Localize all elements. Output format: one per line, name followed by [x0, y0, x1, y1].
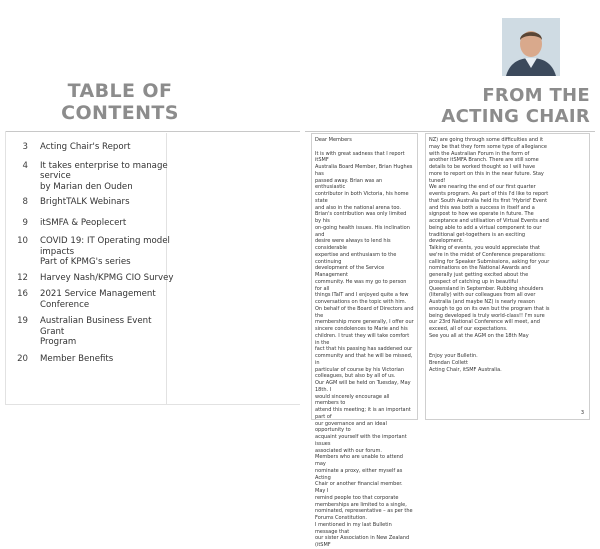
- letter-line: contributor in both Victoria, his home state: [315, 191, 409, 204]
- letter-line: and this was both a success in itself and a: [429, 204, 535, 211]
- toc-item-title: [40, 289, 174, 310]
- toc-page-number: 20: [17, 353, 28, 364]
- toc-item-line: COVID 19: IT Operating model: [40, 236, 170, 246]
- letter-line: (literally) with our colleagues from all over: [429, 292, 536, 299]
- letter-line: would sincerely encourage all members to: [315, 393, 390, 407]
- letter-line: Dear Members: [315, 137, 352, 143]
- letter-line: Chair or another financial member. May I: [315, 481, 403, 494]
- letter-line: associated with our forum.: [315, 447, 382, 454]
- toc-page-number: 4: [22, 160, 28, 171]
- toc-page-number: 12: [17, 272, 28, 283]
- letter-line: Australia Board Member, Brian Hughes has: [315, 164, 413, 177]
- letter-line: community and that he will be missed, in: [315, 353, 413, 366]
- letter-line: events program. As part of this I'd like to report: [429, 191, 549, 197]
- letter-line: being able to add a virtual component to our: [429, 224, 542, 231]
- toc-item[interactable]: [14, 142, 174, 153]
- letter-line: nominations on the National Awards and: [429, 265, 531, 272]
- toc-page-number: 3: [22, 142, 28, 152]
- toc-item-title: [40, 197, 174, 208]
- toc-item-title: [40, 218, 174, 229]
- letter-line: traditional get-togethers is an exciting: [429, 231, 526, 238]
- letter-line: NZ) are going through some difficulties and it: [429, 137, 544, 143]
- letter-line: prospect of catching up in beautiful: [429, 278, 518, 285]
- letter-line: passed away. Brian was an enthusiastic: [315, 177, 383, 191]
- letter-line: things ITaIT and I enjoyed quite a few: [315, 292, 409, 299]
- letter-line: memberships are limited to a single,: [315, 501, 407, 508]
- portrait-icon: [502, 18, 560, 76]
- toc-page-number: 19: [17, 316, 28, 326]
- letter-line: I mentioned in my last Bulletin message that: [315, 521, 392, 535]
- letter-line: Talking of events, you would appreciate that: [429, 245, 540, 251]
- letter-line: membership more generally, I offer our: [315, 319, 414, 326]
- toc-item-line: Member Benefits: [40, 353, 114, 364]
- letter-line: our governance and an ideal opportunity to: [315, 420, 387, 434]
- chair-title-line1: FROM THE: [482, 85, 590, 106]
- toc-title-line1: TABLE OF: [67, 80, 173, 102]
- letter-line: calling for Speaker Submissions, asking for your: [429, 258, 550, 265]
- toc-item[interactable]: [14, 161, 174, 193]
- letter-line: may be that they form some type of allegiance: [429, 143, 547, 150]
- letter-line: our 23rd National Conference will meet, and: [429, 319, 540, 326]
- letter-line: expertise and enthusiasm to the continuing: [315, 251, 397, 265]
- letter-line: Acting Chair, itSMF Australia.: [429, 366, 502, 373]
- toc-item[interactable]: [14, 354, 174, 365]
- toc-item[interactable]: [14, 197, 174, 208]
- letter-line: We are nearing the end of our first quarter: [429, 184, 536, 191]
- letter-line: Members who are unable to attend may: [315, 454, 403, 467]
- chair-title-line2: ACTING CHAIR: [441, 106, 590, 127]
- letter-line: attend this meeting; it is an important part of: [315, 407, 411, 420]
- letter-line: remind people too that corporate: [315, 494, 399, 501]
- toc-page-number: 8: [22, 197, 28, 207]
- toc-item-line: BrightTALK Webinars: [40, 197, 130, 207]
- toc-page-number: 10: [17, 236, 28, 246]
- letter-line: Brendan Collett: [429, 359, 468, 366]
- letter-line: development.: [429, 238, 464, 245]
- toc-item-line: itSMFA & Peoplecert: [40, 217, 127, 228]
- letter-line: desire were always to lend his considerable: [315, 238, 391, 251]
- letter-line: acquaint yourself with the important issues: [315, 434, 407, 447]
- letter-line: details to be worked thought so I will have: [429, 164, 536, 170]
- letter-line: nominate a proxy, either myself as Acting: [315, 467, 403, 481]
- letter-line: Queensland in September. Rubbing shoulders: [429, 285, 544, 292]
- letter-line: being developed is truly world-class!! I'm sure: [429, 312, 545, 319]
- letter-line: fact that his passing has saddened our: [315, 346, 413, 353]
- toc-page-number: 16: [17, 289, 28, 299]
- letter-line: [429, 340, 586, 347]
- toc-item[interactable]: [14, 236, 174, 268]
- toc-page-number: 9: [22, 217, 28, 228]
- toc-frame-bottom: [5, 404, 300, 405]
- letter-line: signpost to how we operate in future. The: [429, 211, 534, 218]
- letter-column-1: [311, 133, 418, 548]
- letter-line: generally just getting excited about the: [429, 272, 529, 278]
- toc-divider: [5, 131, 300, 132]
- toc-item-title: [40, 161, 174, 193]
- letter-line: community. He was my go to person for all: [315, 278, 407, 292]
- toc-item-title: [40, 142, 174, 153]
- letter-line: nominated, representative – as per the: [315, 508, 413, 515]
- letter-line: [315, 144, 414, 151]
- letter-line: that South Australia held its first 'Hybrid' Event: [429, 197, 548, 204]
- letter-line: Forums Constitution.: [315, 515, 368, 521]
- letter-line: on-going health issues. His inclination and: [315, 224, 410, 238]
- toc-item-line: Australian Business Event Grant: [40, 316, 152, 337]
- letter-line: conversations on the topic with him.: [315, 299, 407, 305]
- letter-line: sincere condolences to Marie and his: [315, 326, 408, 332]
- toc-item-line: Part of KPMG's series: [40, 257, 131, 267]
- toc-item-line: 2021 Service Management: [40, 289, 156, 299]
- letter-line: Our AGM will be held on Tuesday, May 18th. I: [315, 380, 411, 393]
- page-number: 3: [580, 410, 584, 416]
- letter-line: and also in the national arena too.: [315, 204, 401, 211]
- letter-line: with the Australian Forum in the form of: [429, 150, 530, 157]
- toc-item-title: [40, 273, 174, 284]
- toc-item-line: Program: [40, 337, 77, 347]
- toc-item[interactable]: [14, 289, 174, 310]
- letter-line: tuned!: [429, 177, 446, 184]
- chair-portrait: [502, 18, 560, 76]
- toc-title-line2: CONTENTS: [61, 102, 179, 124]
- letter-line: we're in the midst of Conference preparations:: [429, 251, 546, 258]
- letter-line: particular of course by his Victorian: [315, 366, 404, 373]
- toc-item-title: [40, 236, 174, 268]
- letter-line: another itSMFA Branch. There are still some: [429, 157, 539, 164]
- letter-line: On behalf of the Board of Directors and the: [315, 305, 414, 319]
- chair-divider: [305, 131, 595, 132]
- toc-title: [40, 80, 200, 124]
- toc-item-line: Harvey Nash/KPMG CIO Survey: [40, 272, 174, 283]
- toc-item-line: Conference: [40, 299, 90, 310]
- letter-line: See you all at the AGM on the 18th May: [429, 332, 529, 339]
- letter-line: colleagues, but also by all of us.: [315, 373, 396, 380]
- letter-line: [429, 346, 586, 353]
- chair-title: [440, 85, 590, 127]
- letter-line: development of the Service Management: [315, 265, 385, 278]
- toc-item[interactable]: [14, 218, 174, 229]
- letter-line: Australia (and maybe NZ) is nearly reason: [429, 299, 535, 305]
- letter-line: acceptance and utilisation of Virtual Events and: [429, 218, 549, 224]
- letter-line: It is with great sadness that I report itSMF: [315, 150, 405, 164]
- letter-column-2: [425, 133, 590, 420]
- toc-item-title: [40, 316, 174, 348]
- toc-item-line: by Marian den Ouden: [40, 181, 133, 192]
- letter-line: Brian's contribution was only limited by his: [315, 211, 407, 224]
- letter-line: exceed, all of our expectations.: [429, 326, 508, 332]
- toc-item-line: Acting Chair's Report: [40, 142, 131, 152]
- toc-item-line: service: [40, 171, 71, 181]
- toc-item-line: It takes enterprise to manage: [40, 160, 168, 171]
- toc-item[interactable]: [14, 273, 174, 284]
- letter-line: Enjoy your Bulletin.: [429, 353, 478, 359]
- toc-item-title: [40, 354, 174, 365]
- toc-frame-left: [5, 131, 6, 405]
- letter-line: more to report on this in the near future. Stay: [429, 170, 544, 177]
- toc-item-line: impacts: [40, 246, 75, 257]
- letter-line: our sister Association in New Zealand (itSMF: [315, 535, 410, 548]
- letter-line: children. I trust they will take comfort in the: [315, 332, 410, 346]
- letter-line: enough to go on its own but the program that is: [429, 305, 550, 312]
- toc-list: [14, 142, 174, 364]
- toc-item[interactable]: [14, 316, 174, 348]
